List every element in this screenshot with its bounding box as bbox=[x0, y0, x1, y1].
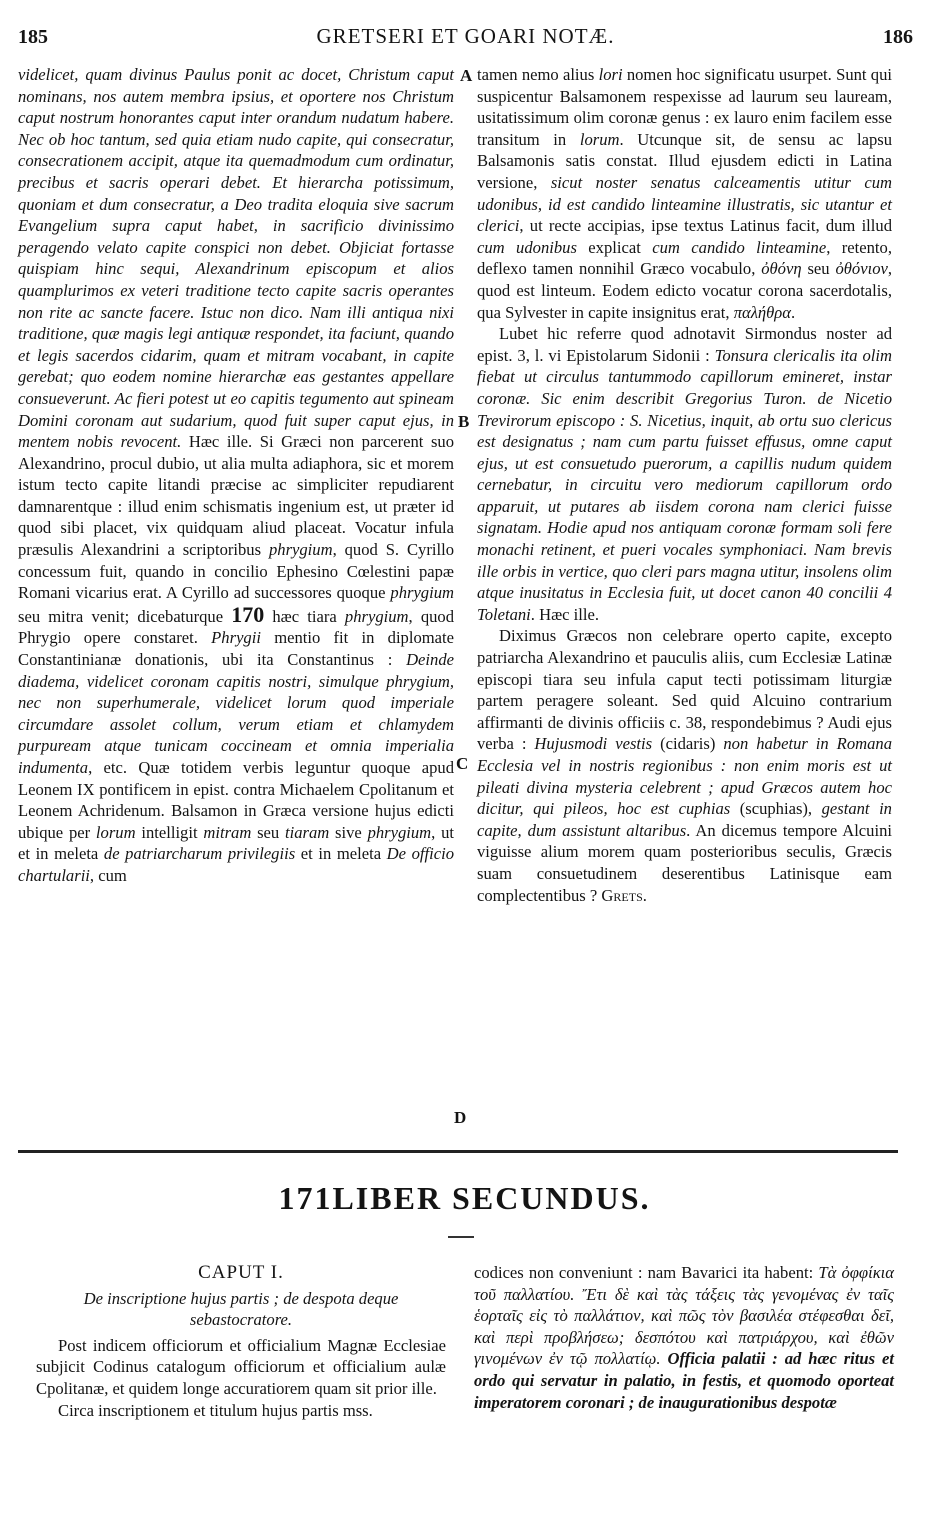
left-column-text bbox=[18, 64, 454, 887]
quoted-phrase: cum candido linteamine bbox=[652, 237, 827, 257]
book-title: LIBER SECUNDUS. bbox=[332, 1180, 651, 1216]
text-run: , retento, deflexo tamen nonnihil Græco vocabulo, bbox=[477, 237, 892, 279]
term-phrygium: phrygium bbox=[268, 540, 333, 560]
text-run: et in meleta bbox=[295, 844, 387, 864]
text-run: mentio fit in diplomate Constantinianæ donationis, ubi ita Constantinus : bbox=[18, 628, 455, 670]
greek-word: ὀθόνιον bbox=[835, 259, 888, 279]
text-run: intelligit bbox=[135, 822, 204, 842]
text-run: seu bbox=[251, 822, 285, 842]
text-run: , quod Phrygio opere constaret. bbox=[18, 606, 455, 648]
quoted-phrase: Hujusmodi vestis bbox=[534, 734, 653, 754]
term-lori: lori bbox=[598, 65, 623, 84]
author-signature: Grets. bbox=[601, 885, 647, 905]
title-de-officio: De officio chartularii bbox=[18, 844, 455, 885]
right-column-para-3 bbox=[477, 625, 892, 906]
right-column bbox=[477, 64, 892, 906]
text-run: seu mitra venit; dicebaturque bbox=[18, 606, 232, 626]
text-run: , cum bbox=[89, 865, 127, 885]
running-title: GRETSERI ET GOARI NOTÆ. bbox=[316, 24, 615, 48]
quoted-passage: videlicet, quam divinus Paulus ponit ac docet, Christum caput nominans, nos autem membra ipsius, et oportere nos Christum caput nostrum honorantes caput inter orandum nudatum habere. Nec ob hoc tantum, sed quia etiam nudo capite, qui consecratur, consecrationem accipit, atque ita quemadmodum cum ordinatur, precibus et sacris operari debet. Et hierarcha potissimum, quoniam et dum consecratur, a Deo tradita eloquia sive sacrum Evangelium supra caput habet, in sacrificio divinissimo peragendo velato capite conspici non debet. Objiciat fortasse quispiam hinc sequi, Alexandrinum episcopum et alios quamplurimos ex veteri traditione tecto capite sacris operantes non rite ac sancte facere. Istuc non dico. Nam illi antiqua nixi traditione, quæ magis legi antiquæ respondet, ita faciunt, quando et legis sacerdos cidarim, quam et mitram vocabant, in capite gerebat; quo eodem nomine hierarchæ eas gestantes appellare consueverunt. Ac fieri potest ut eo capitis tegumento aut spineam Domini coronam aut sudarium, quod fuit super caput ejus, in mentem nobis revocent. bbox=[18, 65, 454, 452]
quoted-passage: Deinde diadema, videlicet coronam capitis nostri, simulque phrygium, nec non superhumerale, videlicet lorum quod imperiale circumdare assolet collum, verum etiam et chlamydem purpuream atque tunicam coccineam et omnia imperialia indumenta bbox=[18, 650, 454, 777]
term-phrygium: phrygium bbox=[344, 606, 409, 626]
chapter-para-1: Post indicem officiorum et officialium Magnæ Ecclesiae subjicit Codinus catalogum officiorum et officialium aulæ Cpolitanæ, et quidem longe accuratiorem quam sit prior ille. bbox=[36, 1335, 446, 1398]
section-divider-rule bbox=[18, 1150, 898, 1153]
text-run: , ut et in meleta bbox=[18, 822, 455, 864]
quoted-passage: Officia palatii : ad hæc ritus et ordo qui servatur in palatio, in festis, et quomodo oporteat imperatorem coronari ; de inaugurationibus despotæ bbox=[474, 1349, 894, 1412]
greek-word: παλήθρα bbox=[733, 302, 791, 322]
text-run: , etc. Quæ totidem verbis leguntur quoque apud Leonem IX pontificem in epist. contra Michaelem Cpolitanum et Leonem Achridenum. Balsamon in Græca versione hujus edicti ubique per bbox=[18, 758, 454, 842]
text-run: explicat bbox=[576, 237, 653, 257]
running-header bbox=[18, 10, 913, 46]
margin-letter-c: C bbox=[456, 754, 469, 773]
chapter-left-column bbox=[36, 1262, 446, 1421]
term-phrygii: Phrygii bbox=[211, 628, 261, 648]
text-run: Diximus Græcos non celebrare operto capite, excepto patriarcha Alexandrino et pauculis aliis, cum Ecclesiæ Latinæ episcopi tiara seu infula caput tecti potissimam liturgiæ partem peragere soleant. Sed quid Alcuino contrarium affirmanti de divinis officiis c. 38, respondebimus ? Audi ejus verba : bbox=[477, 626, 892, 754]
text-run: . Utcunque sit, de sensu ac lapsu Balsamonis satis constat. Illud ejusdem edicti in Latina versione, bbox=[477, 129, 893, 192]
greek-word: ὀθόνη bbox=[761, 259, 802, 279]
book-number: 171 bbox=[278, 1180, 333, 1216]
quoted-phrase: gestant in capite, dum assistunt altaribus bbox=[477, 799, 892, 840]
quoted-passage: sicut noster senatus calceamentis utitur cum udonibus, id est candido linteamine illustratis, sic utantur et clerici bbox=[477, 172, 892, 236]
text-run: (cidaris) bbox=[652, 734, 724, 754]
text-run: , quod est linteum. Eodem edicto vocatur corona sacerdotalis, qua Sylvester in capite insignitus erat, bbox=[477, 259, 893, 322]
text-run: . An dicemus tempore Alcuini viguisse alium morem quam posterioribus seculis, Græcis suam consuetudinem deserentibus Latinisque eam complectentibus ? bbox=[477, 820, 892, 905]
page-number-left: 185 bbox=[18, 26, 48, 48]
greek-passage: Τὰ ὀφφίκια τοῦ παλλατίου. Ἔτι δὲ καὶ τὰς τάξεις τὰς γενομένας ἐν ταῖς ἑορταῖς εἰς τὸ παλλάτιον, καὶ πῶς τὸν βασιλέα στέφεσθαι δεῖ, καὶ περὶ προβλήσεω; δεσπότου καὶ πατριάρχου, καὶ ἐθῶν γινομένων ἐν τῷ πολλατίῳ. bbox=[474, 1263, 894, 1369]
book-heading bbox=[0, 1180, 929, 1217]
quoted-passage: non habetur in Romana Ecclesia vel in nostris regionibus : non enim moris est ut pileati divina mysteria celebrent ; apud Græcos autem hoc dicitur, qui pileos, hoc est cuphias bbox=[477, 734, 892, 819]
term-lorum: lorum bbox=[95, 822, 136, 842]
margin-letter-d: D bbox=[454, 1108, 467, 1127]
right-column-para-2 bbox=[477, 323, 892, 625]
right-column-para-1 bbox=[477, 64, 892, 323]
term-phrygium: phrygium bbox=[390, 583, 454, 603]
chapter-subtitle: De inscriptione hujus partis ; de despota deque sebastocratore. bbox=[83, 1288, 399, 1330]
text-run: nomen hoc significatu usurpet. Sunt qui suspicentur Balsamonem respexisse ad laurum seu lauream, usitatissimum olim coronæ genus : ex lauro enim facilem esse transitum in bbox=[477, 65, 892, 149]
chapter-right-para bbox=[474, 1262, 894, 1413]
text-run: , ut recte accipias, ipse textus Latinus facit, dum illud bbox=[519, 216, 892, 236]
heading-dash bbox=[448, 1236, 474, 1238]
chapter-para-2: Circa inscriptionem et titulum hujus partis mss. bbox=[58, 1400, 373, 1420]
text-run: (scuphias), bbox=[730, 799, 822, 819]
text-run: hæc tiara bbox=[264, 606, 345, 626]
page-number-right: 186 bbox=[883, 26, 913, 48]
margin-letter-a: A bbox=[460, 66, 473, 85]
term-phrygium: phrygium bbox=[367, 822, 432, 842]
text-run: sive bbox=[329, 822, 368, 842]
text-run: Hæc ille. Si Græci non parcerent suo Alexandrino, procul dubio, ut alia multa adiaphora, sic et morem istum tecto capite litandi præcise ac simpliciter repudiarent damnarentque : illud enim schismatis ingenium est, ut præter id quod sibi placet, vix quidquam aliud placeat. Vocatur infula præsulis Alexandrini a scriptoribus bbox=[18, 432, 454, 560]
term-mitram: mitram bbox=[203, 822, 252, 842]
left-column bbox=[18, 64, 454, 887]
text-run: . Hæc ille. bbox=[530, 604, 600, 624]
title-de-patriarcharum: de patriarcharum privilegiis bbox=[103, 844, 296, 864]
text-run: . bbox=[790, 302, 796, 322]
text-run: codices non conveniunt : nam Bavarici ita habent: bbox=[474, 1263, 819, 1282]
term-tiaram: tiaram bbox=[285, 822, 330, 842]
column-ref-number: 170 bbox=[231, 601, 265, 627]
margin-letter-b: B bbox=[458, 412, 470, 431]
term-lorum: lorum bbox=[579, 129, 620, 149]
text-run: tamen nemo alius bbox=[477, 65, 599, 84]
chapter-heading: CAPUT I. bbox=[198, 1262, 284, 1283]
text-run: seu bbox=[801, 259, 836, 279]
text-run: , quod S. Cyrillo concessum fuit, quando in concilio Ephesino Cœlestini papæ Romani vicarius erat. A Cyrillo ad successores quoque bbox=[18, 540, 454, 603]
quoted-passage: Tonsura clericalis ita olim fiebat ut circulus tantummodo capillorum emineret, instar coronæ. Sic enim describit Gregorius Turon. de Nicetio Trevirorum episcopo : S. Nicetius, inquit, ab ortu suo clericus est designatus ; nam cum partu fuisset effusus, omne caput ejus, ut est consuetudo puerorum, a capillis nudum quidem cernebatur, in circuitu vero mediorum capillorum ordo apparuit, ut putares ab iisdem corona nam clerici fuisse signatam. Hodie apud nos antiquam coronæ formam soli fere monachi retinent, et pueri vocales symphoniaci. Nam brevis ille orbis in vertice, quo cleri pars magna utitur, insolens olim atque inusitatus in Ecclesia fuit, ut docet canon 40 concilii 4 Toletani bbox=[477, 345, 892, 624]
quoted-phrase: cum udonibus bbox=[477, 237, 577, 257]
text-run: Lubet hic referre quod adnotavit Sirmondus noster ad epist. 3, l. vi Epistolarum Sidonii : bbox=[477, 324, 892, 365]
chapter-right-column bbox=[474, 1262, 894, 1413]
